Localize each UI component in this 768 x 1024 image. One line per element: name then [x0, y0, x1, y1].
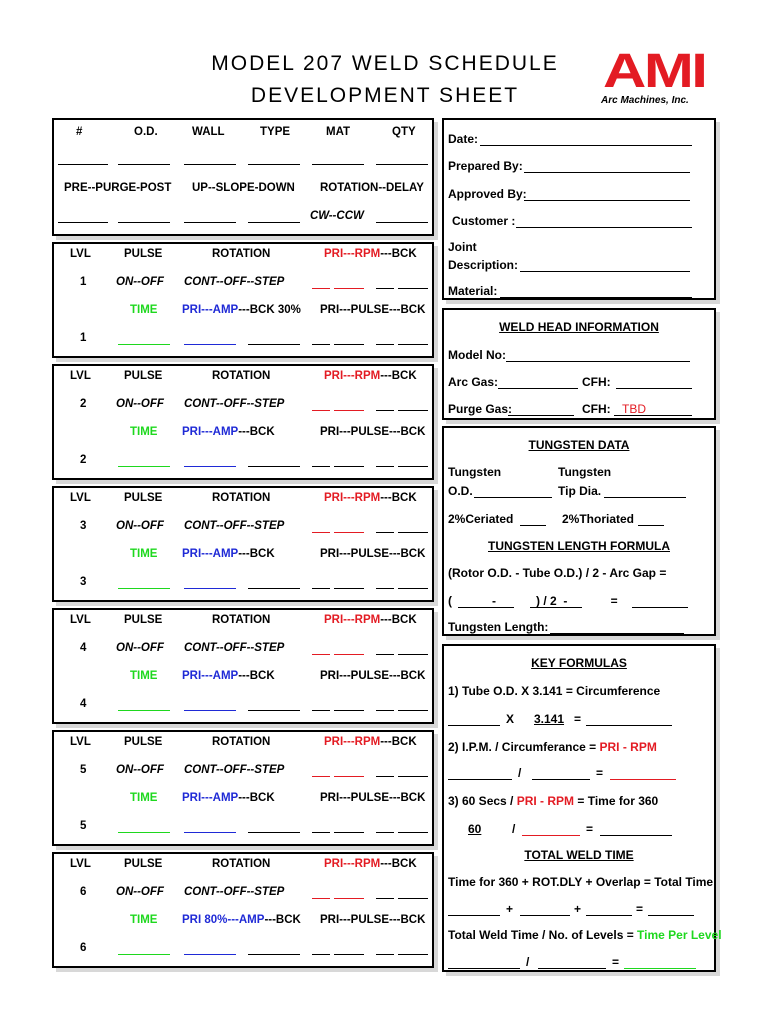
- lvl-header: LVL: [70, 492, 91, 504]
- amp-bck: ---BCK: [238, 792, 275, 804]
- rpm-bck: ---BCK: [380, 736, 417, 748]
- rotation-header: ROTATION: [212, 614, 271, 626]
- time-field[interactable]: [118, 466, 170, 467]
- pri-rpm-field[interactable]: [312, 898, 330, 899]
- level-number: 6: [80, 886, 87, 898]
- rotation-header: ROTATION: [212, 858, 271, 870]
- bck-rpm-field[interactable]: [376, 410, 394, 411]
- pri-pulse-field[interactable]: [312, 954, 330, 955]
- circumference-field[interactable]: [586, 725, 672, 726]
- time-field[interactable]: [118, 588, 170, 589]
- bck-pulse-field-2[interactable]: [398, 832, 428, 833]
- title-line-1: MODEL 207 WELD SCHEDULE: [211, 52, 559, 75]
- col-header-wall: WALL: [192, 126, 225, 138]
- level-number-2: 4: [80, 698, 87, 710]
- level-box: [52, 608, 434, 724]
- bck-pulse-field[interactable]: [376, 832, 394, 833]
- cfh2-label: CFH:: [582, 402, 611, 416]
- rotation-header: ROTATION: [212, 736, 271, 748]
- rpm-bck: ---BCK: [380, 858, 417, 870]
- circ-field[interactable]: [532, 779, 590, 780]
- rpm-bck: ---BCK: [380, 614, 417, 626]
- formula3-eq: =: [586, 822, 594, 836]
- approved-by-field[interactable]: [524, 200, 690, 201]
- pulse-header: PULSE: [124, 370, 163, 382]
- title-line-2: DEVELOPMENT SHEET: [250, 84, 520, 107]
- bck-pulse-field[interactable]: [376, 954, 394, 955]
- bck-amp-field[interactable]: [248, 710, 300, 711]
- arc-gap-field[interactable]: [632, 607, 688, 608]
- bck-rpm-field-2[interactable]: [398, 776, 428, 777]
- tungsten-formula-row: ( - ) / 2 - =: [448, 594, 618, 608]
- amp-label: [182, 548, 275, 560]
- amp-bck: ---BCK 30%: [238, 304, 301, 316]
- col-header-qty: QTY: [392, 126, 416, 138]
- level-number: 1: [80, 276, 87, 288]
- pre-purge-field[interactable]: [58, 222, 108, 223]
- ceriated-label: 2%Ceriated: [448, 512, 514, 526]
- amp-bck: ---BCK: [238, 426, 275, 438]
- arc-gas-field[interactable]: [498, 388, 578, 389]
- rpm-header: [324, 858, 417, 870]
- pri-pulse-field-2[interactable]: [334, 466, 364, 467]
- time-label: TIME: [130, 792, 158, 804]
- cfh-field[interactable]: [616, 388, 692, 389]
- od-field[interactable]: [118, 164, 170, 165]
- col-header-od: O.D.: [134, 126, 158, 138]
- rotation-header: ROTATION: [212, 492, 271, 504]
- formula1-eq: =: [574, 712, 582, 726]
- pri-pulse-bck-label: PRI---PULSE---BCK: [320, 304, 426, 316]
- pri-pulse-bck-label: PRI---PULSE---BCK: [320, 548, 426, 560]
- tube-field[interactable]: [58, 164, 108, 165]
- pri-pulse-field[interactable]: [312, 710, 330, 711]
- amp-label: [182, 304, 301, 316]
- prepared-by-field[interactable]: [524, 172, 690, 173]
- pri-rpm-field-2[interactable]: [334, 654, 364, 655]
- pri-amp: PRI---AMP: [182, 670, 239, 682]
- bck-rpm-field[interactable]: [376, 654, 394, 655]
- lvl-header: LVL: [70, 736, 91, 748]
- cfh-label: CFH:: [582, 375, 611, 389]
- formula3-slash: /: [512, 822, 516, 836]
- rpm-pri: PRI---RPM: [324, 370, 381, 382]
- pri-pulse-field-2[interactable]: [334, 588, 364, 589]
- on-off-label: ON--OFF: [116, 886, 164, 898]
- tungsten-formula-title: TUNGSTEN LENGTH FORMULA: [488, 539, 670, 553]
- formula2-eq: =: [596, 766, 604, 780]
- pri-amp: PRI---AMP: [182, 426, 239, 438]
- cont-off-step-label: CONT--OFF--STEP: [184, 642, 285, 654]
- formula3-text-a: 3) 60 Secs /: [448, 794, 517, 808]
- time-label: TIME: [130, 304, 158, 316]
- weld-head-box: [442, 308, 716, 420]
- time-per-level: Time Per Level: [637, 928, 722, 942]
- bck-pulse-field-2[interactable]: [398, 710, 428, 711]
- level-box: [52, 364, 434, 480]
- amp-label: [182, 670, 275, 682]
- amp-field[interactable]: [184, 344, 236, 345]
- level-number-2: 6: [80, 942, 87, 954]
- bck-rpm-field[interactable]: [376, 532, 394, 533]
- amp-label: [182, 792, 275, 804]
- cont-off-step-label: CONT--OFF--STEP: [184, 520, 285, 532]
- pri-pulse-bck-label: PRI---PULSE---BCK: [320, 792, 426, 804]
- thoriated-label: 2%Thoriated: [562, 512, 635, 526]
- lvl-header: LVL: [70, 858, 91, 870]
- pri-rpm-field[interactable]: [312, 410, 330, 411]
- logo-subtitle: Arc Machines, Inc.: [601, 95, 689, 106]
- tip-dia-label: Tip Dia.: [558, 484, 602, 498]
- pri-amp: PRI 80%---AMP: [182, 914, 265, 926]
- total2-text: Total Weld Time / No. of Levels =: [448, 928, 638, 942]
- formula-3: [448, 794, 658, 808]
- rpm-pri: PRI---RPM: [324, 736, 381, 748]
- total-weld-time-field[interactable]: [448, 968, 520, 969]
- rot-dly-sum-field[interactable]: [520, 915, 570, 916]
- amp-bck: ---BCK: [238, 548, 275, 560]
- post-purge-field[interactable]: [118, 222, 170, 223]
- pri-rpm-field-2[interactable]: [334, 776, 364, 777]
- description-field[interactable]: [520, 271, 690, 272]
- time-per-level-field[interactable]: [624, 968, 696, 969]
- pri-pulse-field[interactable]: [312, 832, 330, 833]
- weld-head-title: WELD HEAD INFORMATION: [499, 320, 659, 334]
- pulse-header: PULSE: [124, 736, 163, 748]
- tube-info-box: [52, 118, 434, 236]
- arc-gas-label: Arc Gas:: [448, 375, 499, 389]
- formula3-text-c: = Time for 360: [574, 794, 659, 808]
- pulse-header: PULSE: [124, 248, 163, 260]
- prepared-by-label: Prepared By:: [448, 159, 523, 173]
- pri-rpm-result-field[interactable]: [610, 779, 676, 780]
- rpm-pri: PRI---RPM: [324, 492, 381, 504]
- cont-off-step-label: CONT--OFF--STEP: [184, 764, 285, 776]
- pri-amp: PRI---AMP: [182, 548, 239, 560]
- tungsten-od-field[interactable]: [474, 497, 552, 498]
- joint-label: Joint: [448, 240, 477, 254]
- material-field[interactable]: [500, 297, 692, 298]
- ceriated-field[interactable]: [520, 525, 546, 526]
- mat-field[interactable]: [312, 164, 364, 165]
- pri-rpm-field[interactable]: [312, 288, 330, 289]
- material-label: Material:: [448, 284, 498, 298]
- overlap-sum-field[interactable]: [586, 915, 632, 916]
- date-field[interactable]: [480, 145, 692, 146]
- rpm-pri: PRI---RPM: [324, 614, 381, 626]
- cw-ccw-label: CW--CCW: [310, 210, 364, 222]
- pri-pulse-bck-label: PRI---PULSE---BCK: [320, 670, 426, 682]
- rotation-header: ROTATION: [212, 248, 271, 260]
- pri-pulse-field-2[interactable]: [334, 954, 364, 955]
- bck-rpm-field[interactable]: [376, 776, 394, 777]
- tungsten-tip-label-1: Tungsten: [558, 465, 612, 479]
- amp-field[interactable]: [184, 954, 236, 955]
- formula3-rpm: PRI - RPM: [516, 794, 575, 808]
- level-box: [52, 486, 434, 602]
- tungsten-length-label: Tungsten Length:: [448, 620, 549, 634]
- total-weld-time-title: TOTAL WELD TIME: [524, 848, 634, 862]
- time-field[interactable]: [118, 710, 170, 711]
- date-label: Date:: [448, 132, 479, 146]
- tungsten-title: TUNGSTEN DATA: [528, 438, 630, 452]
- formula1-x: X: [506, 712, 515, 726]
- wall-field[interactable]: [184, 164, 236, 165]
- tip-dia-field[interactable]: [604, 497, 686, 498]
- description-label: Description:: [448, 258, 519, 272]
- bck-pulse-field-2[interactable]: [398, 954, 428, 955]
- time-label: TIME: [130, 548, 158, 560]
- bck-rpm-field-2[interactable]: [398, 288, 428, 289]
- pri-rpm-field[interactable]: [312, 532, 330, 533]
- amp-field[interactable]: [184, 710, 236, 711]
- pri-amp: PRI---AMP: [182, 792, 239, 804]
- eq-per-level: =: [612, 955, 620, 969]
- ipm-field[interactable]: [448, 779, 512, 780]
- level-box: [52, 852, 434, 968]
- tube-od-field[interactable]: [530, 607, 582, 608]
- bck-amp-field[interactable]: [248, 588, 300, 589]
- pri-pulse-field[interactable]: [312, 344, 330, 345]
- pri-rpm-field-2[interactable]: [334, 288, 364, 289]
- pri-pulse-field-2[interactable]: [334, 832, 364, 833]
- plus-2: +: [574, 902, 582, 916]
- key-formulas-title: KEY FORMULAS: [531, 656, 627, 670]
- level-number: 4: [80, 642, 87, 654]
- formula2-text: 2) I.P.M. / Circumferance =: [448, 740, 600, 754]
- bck-pulse-field-2[interactable]: [398, 344, 428, 345]
- level-number: 3: [80, 520, 87, 532]
- rpm-header: [324, 248, 417, 260]
- pulse-header: PULSE: [124, 492, 163, 504]
- pri-pulse-bck-label: PRI---PULSE---BCK: [320, 914, 426, 926]
- time-label: TIME: [130, 426, 158, 438]
- rotation-header: ROTATION: [212, 370, 271, 382]
- formula2-slash: /: [518, 766, 522, 780]
- time-field[interactable]: [118, 832, 170, 833]
- amp-field[interactable]: [184, 466, 236, 467]
- level-number-2: 3: [80, 576, 87, 588]
- plus-1: +: [506, 902, 514, 916]
- time-360-field[interactable]: [600, 835, 672, 836]
- tbd-value: TBD: [622, 402, 646, 416]
- cont-off-step-label: CONT--OFF--STEP: [184, 398, 285, 410]
- formula-1: 1) Tube O.D. X 3.141 = Circumference: [448, 684, 661, 698]
- pri-rpm-field[interactable]: [312, 776, 330, 777]
- model-no-label: Model No:: [448, 348, 506, 362]
- level-number: 2: [80, 398, 87, 410]
- pre-purge-post-label: PRE--PURGE-POST: [64, 182, 172, 194]
- time-field[interactable]: [118, 344, 170, 345]
- bck-pulse-field[interactable]: [376, 588, 394, 589]
- rpm-header: [324, 492, 417, 504]
- approved-by-label: Approved By:: [448, 187, 527, 201]
- no-levels-field[interactable]: [538, 968, 606, 969]
- time-label: TIME: [130, 914, 158, 926]
- pri-pulse-field[interactable]: [312, 466, 330, 467]
- rpm-header: [324, 614, 417, 626]
- tungsten-od-label-1: Tungsten: [448, 465, 502, 479]
- amp-label: [182, 426, 275, 438]
- amp-field[interactable]: [184, 832, 236, 833]
- level-box: [52, 730, 434, 846]
- pri-rpm-field-2[interactable]: [334, 898, 364, 899]
- up-slope-down-label: UP--SLOPE-DOWN: [192, 182, 295, 194]
- cont-off-step-label: CONT--OFF--STEP: [184, 886, 285, 898]
- bck-rpm-field[interactable]: [376, 898, 394, 899]
- amp-bck: ---BCK: [238, 670, 275, 682]
- bck-pulse-field[interactable]: [376, 344, 394, 345]
- amp-bck: ---BCK: [264, 914, 301, 926]
- tungsten-box: [442, 426, 716, 636]
- on-off-label: ON--OFF: [116, 764, 164, 776]
- thoriated-field[interactable]: [638, 525, 664, 526]
- pri-rpm-field-2[interactable]: [334, 532, 364, 533]
- purge-gas-label: Purge Gas:: [448, 402, 513, 416]
- pri-pulse-field[interactable]: [312, 588, 330, 589]
- col-header-num: #: [76, 126, 83, 138]
- tungsten-formula: (Rotor O.D. - Tube O.D.) / 2 - Arc Gap =: [448, 566, 667, 580]
- rotation-delay-label: ROTATION--DELAY: [320, 182, 424, 194]
- lvl-header: LVL: [70, 248, 91, 260]
- bck-rpm-field-2[interactable]: [398, 654, 428, 655]
- bck-rpm-field[interactable]: [376, 288, 394, 289]
- eq-total: =: [636, 902, 644, 916]
- time-label: TIME: [130, 670, 158, 682]
- downslope-field[interactable]: [248, 222, 300, 223]
- ami-logo: [597, 45, 721, 110]
- od-label: O.D.: [448, 484, 473, 498]
- col-header-type: TYPE: [260, 126, 291, 138]
- lvl-header: LVL: [70, 370, 91, 382]
- rpm-pri: PRI---RPM: [324, 858, 381, 870]
- customer-field[interactable]: [516, 227, 692, 228]
- pri-rpm-field-2[interactable]: [334, 410, 364, 411]
- qty-field[interactable]: [376, 164, 428, 165]
- bck-amp-field[interactable]: [248, 954, 300, 955]
- key-formulas-box: [442, 644, 722, 972]
- total-formula-2: [448, 928, 722, 942]
- slash-levels: /: [526, 955, 530, 969]
- on-off-label: ON--OFF: [116, 520, 164, 532]
- model-no-field[interactable]: [506, 361, 690, 362]
- tungsten-length-field[interactable]: [550, 633, 684, 634]
- on-off-label: ON--OFF: [116, 398, 164, 410]
- pulse-header: PULSE: [124, 614, 163, 626]
- formula1-value: 3.141: [534, 712, 565, 726]
- purge-gas-field[interactable]: [508, 415, 574, 416]
- total-formula: Time for 360 + ROT.DLY + Overlap = Total Time: [448, 875, 714, 889]
- bck-amp-field[interactable]: [248, 832, 300, 833]
- time-field[interactable]: [118, 954, 170, 955]
- lvl-header: LVL: [70, 614, 91, 626]
- formula2-rpm: PRI - RPM: [599, 740, 657, 754]
- rotation-delay-field[interactable]: [376, 222, 428, 223]
- bck-pulse-field[interactable]: [376, 710, 394, 711]
- formula3-60: 60: [468, 822, 482, 836]
- logo-text: AMI: [603, 45, 706, 98]
- level-number-2: 5: [80, 820, 87, 832]
- formula3-rpm-field[interactable]: [522, 835, 580, 836]
- level-box: [52, 242, 434, 358]
- pri-pulse-bck-label: PRI---PULSE---BCK: [320, 426, 426, 438]
- bck-rpm-field-2[interactable]: [398, 410, 428, 411]
- bck-rpm-field-2[interactable]: [398, 532, 428, 533]
- level-number-2: 1: [80, 332, 87, 344]
- job-info-box: [442, 118, 716, 300]
- col-header-mat: MAT: [326, 126, 351, 138]
- rpm-bck: ---BCK: [380, 248, 417, 260]
- rpm-pri: PRI---RPM: [324, 248, 381, 260]
- pulse-header: PULSE: [124, 858, 163, 870]
- time360-sum-field[interactable]: [448, 915, 500, 916]
- pri-amp: PRI---AMP: [182, 304, 239, 316]
- rotor-od-field[interactable]: [458, 607, 514, 608]
- cont-off-step-label: CONT--OFF--STEP: [184, 276, 285, 288]
- on-off-label: ON--OFF: [116, 642, 164, 654]
- pri-rpm-field[interactable]: [312, 654, 330, 655]
- customer-label: Customer :: [452, 214, 516, 228]
- bck-pulse-field[interactable]: [376, 466, 394, 467]
- total-time-field[interactable]: [648, 915, 694, 916]
- rpm-header: [324, 736, 417, 748]
- formula-2: [448, 740, 657, 754]
- rpm-bck: ---BCK: [380, 370, 417, 382]
- level-number-2: 2: [80, 454, 87, 466]
- amp-label: [182, 914, 301, 926]
- bck-amp-field[interactable]: [248, 344, 300, 345]
- bck-pulse-field-2[interactable]: [398, 588, 428, 589]
- bck-rpm-field-2[interactable]: [398, 898, 428, 899]
- pri-pulse-field-2[interactable]: [334, 710, 364, 711]
- on-off-label: ON--OFF: [116, 276, 164, 288]
- amp-field[interactable]: [184, 588, 236, 589]
- bck-pulse-field-2[interactable]: [398, 466, 428, 467]
- pri-pulse-field-2[interactable]: [334, 344, 364, 345]
- rpm-bck: ---BCK: [380, 492, 417, 504]
- formula1-od-field[interactable]: [448, 725, 500, 726]
- type-field[interactable]: [248, 164, 300, 165]
- bck-amp-field[interactable]: [248, 466, 300, 467]
- rpm-header: [324, 370, 417, 382]
- upslope-field[interactable]: [184, 222, 236, 223]
- level-number: 5: [80, 764, 87, 776]
